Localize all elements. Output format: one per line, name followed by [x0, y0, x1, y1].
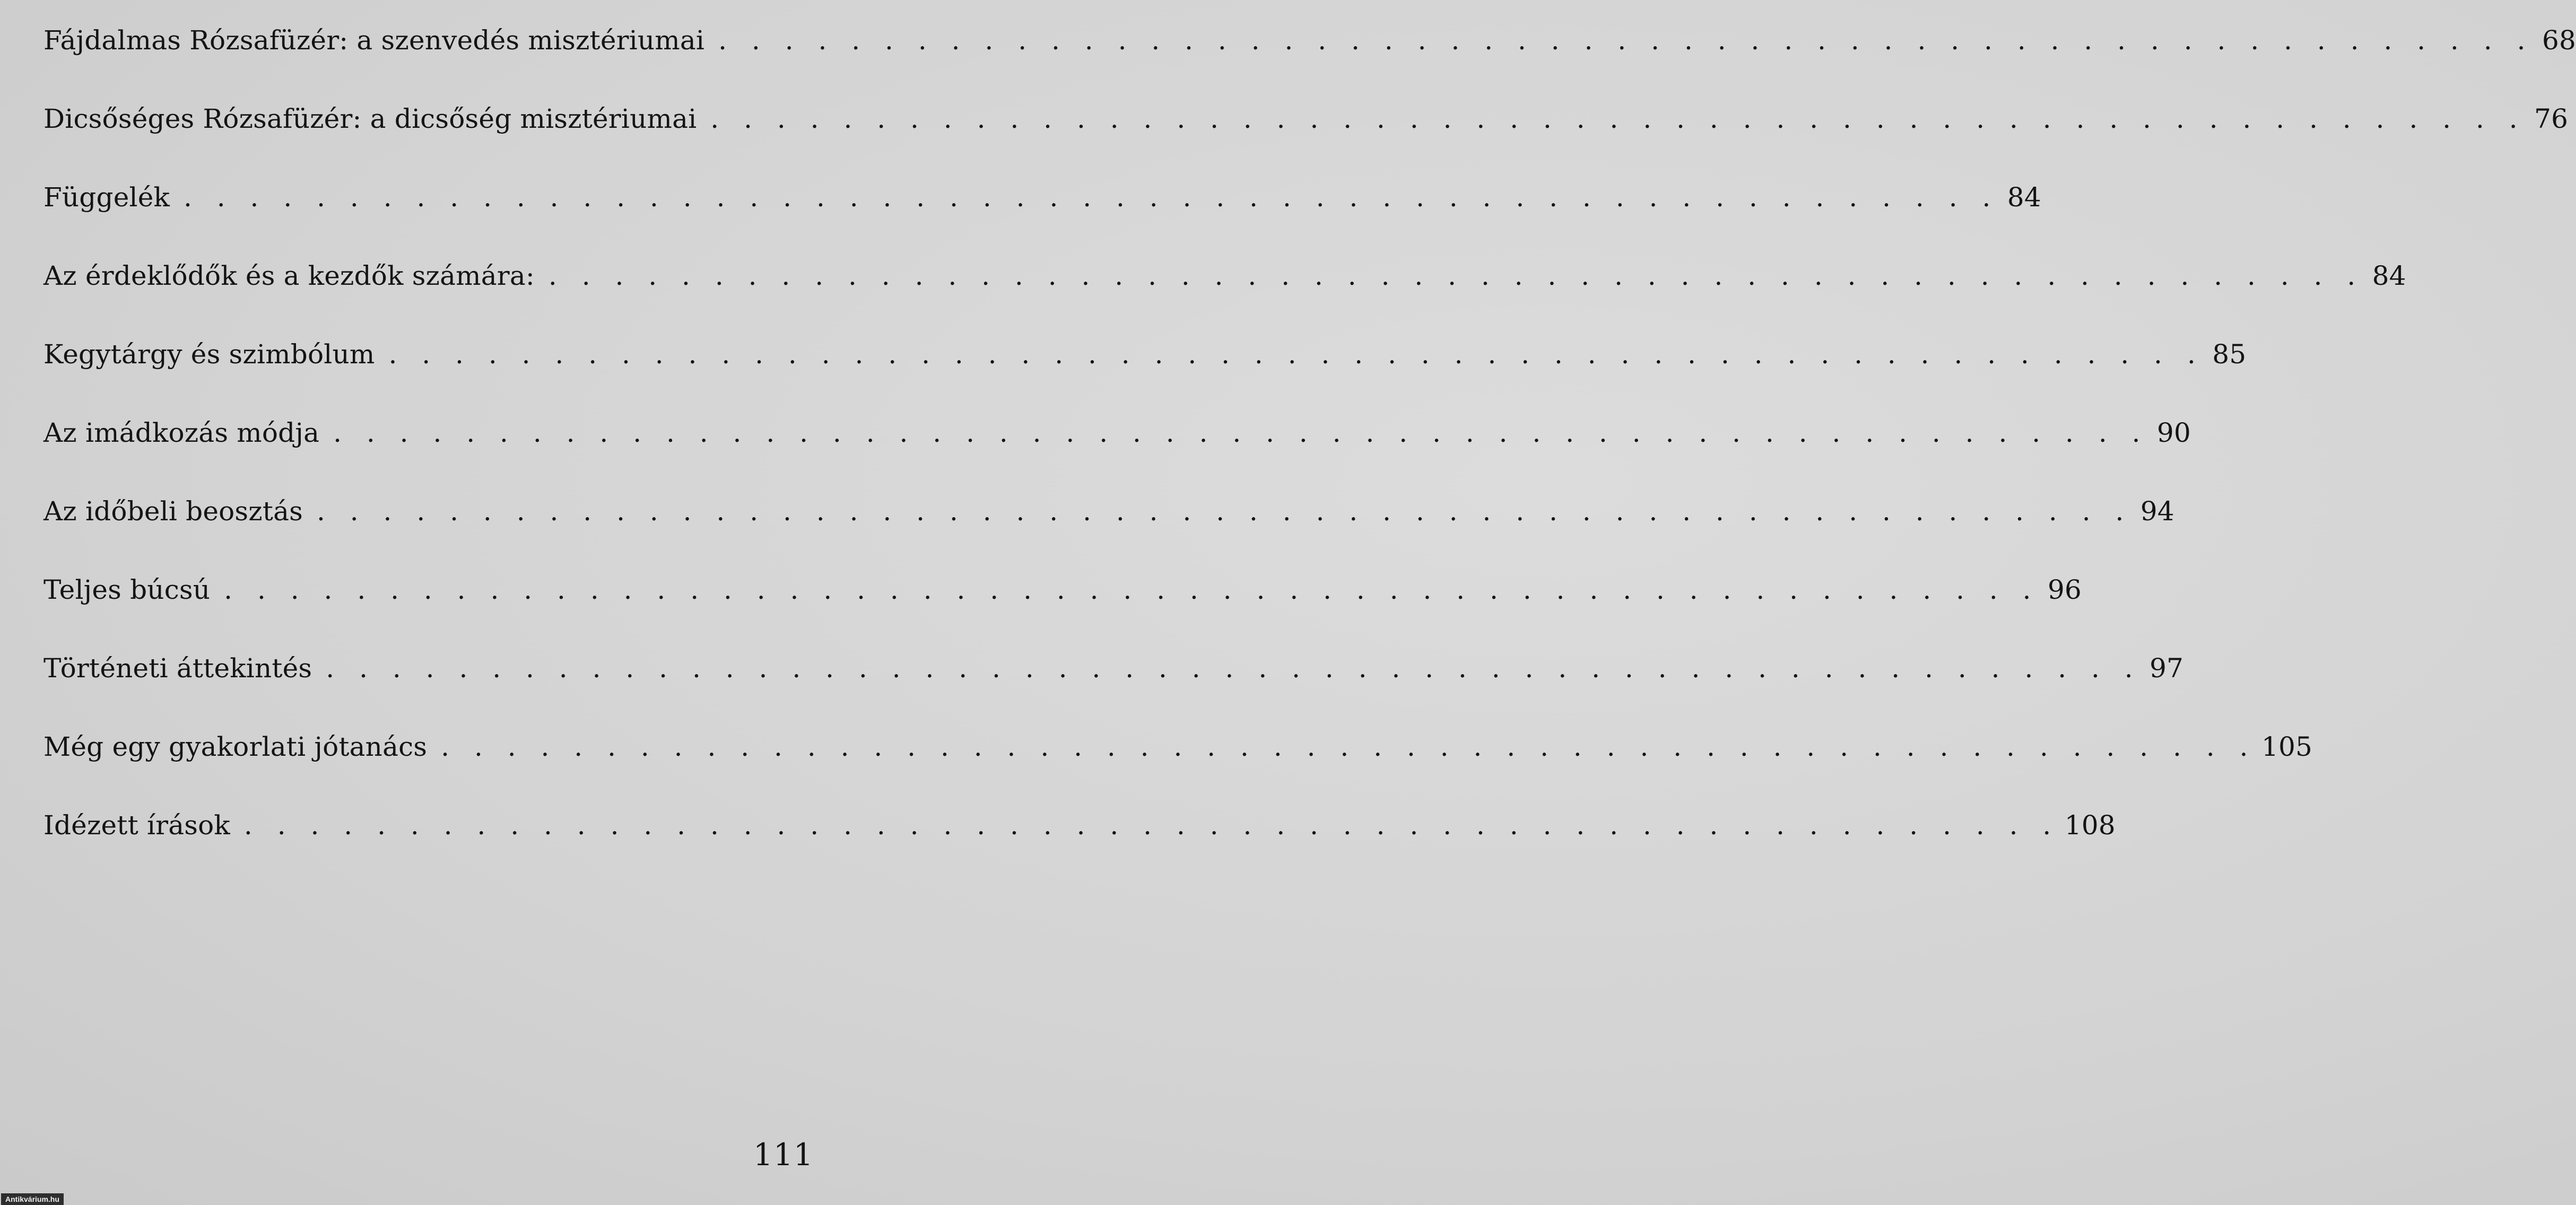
toc-entry-title: Történeti áttekintés [43, 653, 312, 684]
toc-dot-leader: . . . . . . . . . . . . . . . . . . . . . . . . . . . . . . . . . . . . . . . . . . . . . . . . . . . . . . . [326, 653, 2142, 684]
toc-dot-leader: . . . . . . . . . . . . . . . . . . . . . . . . . . . . . . . . . . . . . . . . . . . . . . . . . . . . . . . [243, 810, 2059, 841]
toc-entry-page: 90 [2156, 417, 2191, 448]
toc-dot-leader: . . . . . . . . . . . . . . . . . . . . . . . . . . . . . . . . . . . . . . . . . . . . . . . . . . . . . . . [316, 496, 2132, 527]
toc-entry-title: Fájdalmas Rózsafüzér: a szenvedés misztériumai [43, 25, 705, 56]
toc-entry-title: Kegytárgy és szimbólum [43, 339, 375, 370]
toc-entry-page: 105 [2261, 731, 2313, 762]
toc-dot-leader: . . . . . . . . . . . . . . . . . . . . . . . . . . . . . . . . . . . . . . . . . . . . . . . . . . . . . . . [441, 731, 2257, 762]
toc-entry [43, 490, 2174, 569]
toc-entry-page: 84 [2372, 260, 2406, 291]
toc-entry-title: Teljes búcsú [43, 574, 211, 605]
toc-entry-page: 108 [2064, 810, 2116, 841]
toc-entry-title: Az időbeli beosztás [43, 496, 303, 527]
toc-entry [43, 176, 2041, 255]
toc-entry-title: Dicsőséges Rózsafüzér: a dicsőség misztériumai [43, 103, 697, 134]
toc-entry-page: 85 [2212, 339, 2247, 370]
toc-entry [43, 569, 2082, 647]
page-number: 111 [753, 1137, 814, 1173]
toc-entry-page: 96 [2048, 574, 2082, 605]
toc-entry-page: 97 [2149, 653, 2184, 684]
toc-entry [43, 804, 2116, 883]
toc-entry [43, 726, 2313, 804]
toc-dot-leader: . . . . . . . . . . . . . . . . . . . . . . . . . . . . . . . . . . . . . . . . . . . . . . . . . . . . . . . [718, 25, 2534, 56]
toc-dot-leader: . . . . . . . . . . . . . . . . . . . . . . . . . . . . . . . . . . . . . . . . . . . . . . . . . . . . . . . [333, 417, 2149, 448]
toc-entry [43, 19, 2576, 98]
toc-entry-page: 94 [2140, 496, 2174, 527]
toc-entry [43, 647, 2184, 726]
toc-entry [43, 255, 2406, 333]
toc-entry-page: 76 [2534, 103, 2569, 134]
table-of-contents [43, 19, 2576, 883]
toc-dot-leader: . . . . . . . . . . . . . . . . . . . . . . . . . . . . . . . . . . . . . . . . . . . . . . . . . . . . . . . [388, 339, 2204, 370]
toc-entry-title: Idézett írások [43, 810, 230, 841]
toc-entry-title: Az imádkozás módja [43, 417, 320, 448]
toc-entry-page: 68 [2542, 25, 2576, 56]
toc-entry [43, 412, 2191, 490]
toc-dot-leader: . . . . . . . . . . . . . . . . . . . . . . . . . . . . . . . . . . . . . . . . . . . . . . . . . . . . . . . [224, 574, 2040, 605]
toc-entry-title: Még egy gyakorlati jótanács [43, 731, 428, 762]
toc-dot-leader: . . . . . . . . . . . . . . . . . . . . . . . . . . . . . . . . . . . . . . . . . . . . . . . . . . . . . . . [548, 260, 2364, 291]
toc-entry-title: Függelék [43, 182, 170, 213]
toc-entry-page: 84 [2007, 182, 2041, 213]
toc-dot-leader: . . . . . . . . . . . . . . . . . . . . . . . . . . . . . . . . . . . . . . . . . . . . . . . . . . . . . . . [710, 103, 2526, 134]
toc-entry [43, 98, 2569, 176]
toc-entry-title: Az érdeklődők és a kezdők számára: [43, 260, 535, 291]
watermark: Antikvárium.hu [1, 1193, 64, 1205]
toc-dot-leader: . . . . . . . . . . . . . . . . . . . . . . . . . . . . . . . . . . . . . . . . . . . . . . . . . . . . . . . [183, 182, 1999, 213]
toc-entry [43, 333, 2247, 412]
